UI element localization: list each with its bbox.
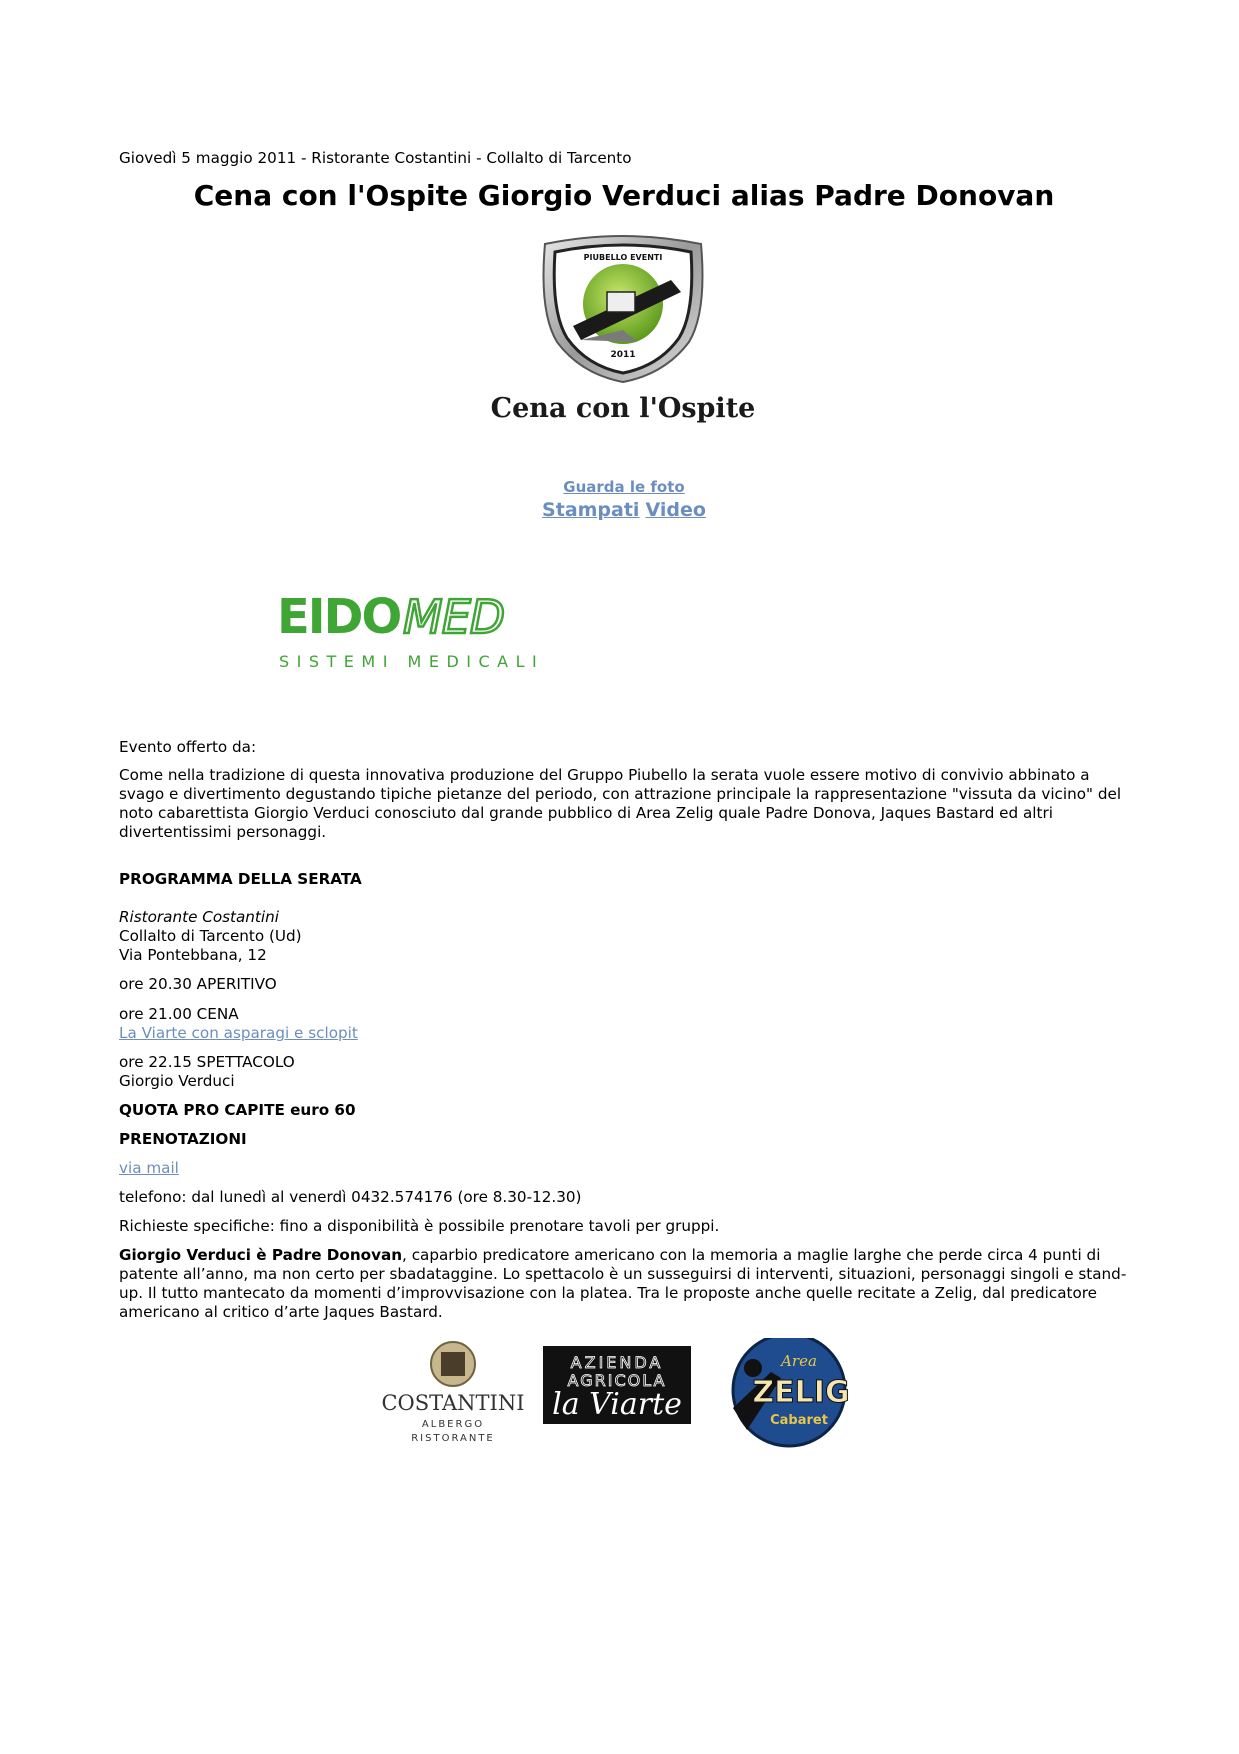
bio-paragraph: [119, 1246, 1129, 1322]
bio-lead: Giorgio Verduci è Padre Donovan: [119, 1246, 403, 1264]
video-link[interactable]: Video: [645, 499, 706, 521]
bio-body: , caparbio predicatore americano con la memoria a maglie larghe che perde circa 4 punti di patente all’anno, ma non certo per sbadataggine. Lo spettacolo è un susseguirsi di interventi, situazioni, personaggi singoli e stand-up. Il tutto mantecato da momenti d’improvvisazione con la platea. Tra le proposte anche quelle recitate a Zelig, dal predicatore americano al critico d’arte Jaques Bastard.: [119, 1246, 1127, 1321]
event-description: [119, 738, 1129, 1322]
svg-text:SISTEMI MEDICALI: SISTEMI MEDICALI: [279, 652, 545, 671]
page-title: Cena con l'Ospite Giorgio Verduci alias Padre Donovan: [193, 179, 1055, 212]
costantini-logo: [381, 1342, 524, 1444]
dateline: Giovedì 5 maggio 2011 - Ristorante Costantini - Collalto di Tarcento: [119, 149, 632, 167]
area-zelig-logo: [733, 1338, 850, 1446]
viarte-link[interactable]: La Viarte con asparagi e sclopit: [119, 1024, 358, 1042]
svg-text:AGRICOLA: AGRICOLA: [567, 1371, 667, 1390]
spettacolo-time: ore 22.15 SPETTACOLO: [119, 1053, 295, 1071]
svg-text:Area: Area: [781, 1352, 817, 1370]
richieste-text: Richieste specifiche: fino a disponibilità è possibile prenotare tavoli per gruppi.: [119, 1217, 720, 1235]
offered-by-label: Evento offerto da:: [119, 738, 257, 756]
shield-icon: [544, 236, 703, 382]
telefono-text: telefono: dal lunedì al venerdì 0432.574176 (ore 8.30-12.30): [119, 1188, 582, 1206]
partner-logos: [381, 1338, 851, 1458]
svg-text:PIUBELLO EVENTI: PIUBELLO EVENTI: [583, 253, 663, 262]
svg-text:AZIENDA: AZIENDA: [570, 1353, 664, 1372]
la-viarte-logo: [543, 1346, 691, 1424]
media-links: [119, 477, 1129, 523]
programma-heading: PROGRAMMA DELLA SERATA: [119, 870, 362, 888]
svg-text:COSTANTINI: COSTANTINI: [381, 1391, 525, 1415]
cena-con-ospite-logo: [475, 232, 771, 442]
svg-text:MED: MED: [403, 590, 505, 644]
svg-text:2011: 2011: [610, 350, 636, 360]
venue-street: Via Pontebbana, 12: [119, 946, 267, 964]
svg-text:Cabaret: Cabaret: [770, 1413, 828, 1428]
guarda-le-foto-link[interactable]: Guarda le foto: [563, 478, 685, 496]
stampati-link[interactable]: Stampati: [542, 499, 640, 521]
spettacolo-artist: Giorgio Verduci: [119, 1072, 235, 1090]
prenotazioni-heading: PRENOTAZIONI: [119, 1130, 247, 1148]
venue-name: Ristorante Costantini: [119, 908, 279, 926]
via-mail-link[interactable]: via mail: [119, 1159, 179, 1177]
logo-wordmark: Cena con l'Ospite: [490, 393, 756, 424]
svg-text:RISTORANTE: RISTORANTE: [411, 1433, 495, 1444]
intro-paragraph: Come nella tradizione di questa innovativa produzione del Gruppo Piubello la serata vuole essere motivo di convivio abbinato a svago e divertimento degustando tipiche pietanze del periodo, con attrazione principale la rappresentazione "vissuta da vicino" del noto cabarettista Giorgio Verduci conosciuto dal grande pubblico di Area Zelig quale Padre Donova, Jaques Bastard ed altri divertentissimi personaggi.: [119, 766, 1122, 841]
quota-text: QUOTA PRO CAPITE euro 60: [119, 1101, 356, 1119]
aperitivo-time: ore 20.30 APERITIVO: [119, 975, 277, 993]
venue-city: Collalto di Tarcento (Ud): [119, 927, 302, 945]
svg-text:ZELIG: ZELIG: [752, 1375, 850, 1410]
svg-text:ALBERGO: ALBERGO: [421, 1419, 485, 1430]
svg-text:EIDO: EIDO: [277, 589, 401, 645]
cena-time: ore 21.00 CENA: [119, 1005, 239, 1023]
eidomed-logo: [277, 585, 557, 677]
svg-text:la Viarte: la Viarte: [552, 1387, 682, 1422]
